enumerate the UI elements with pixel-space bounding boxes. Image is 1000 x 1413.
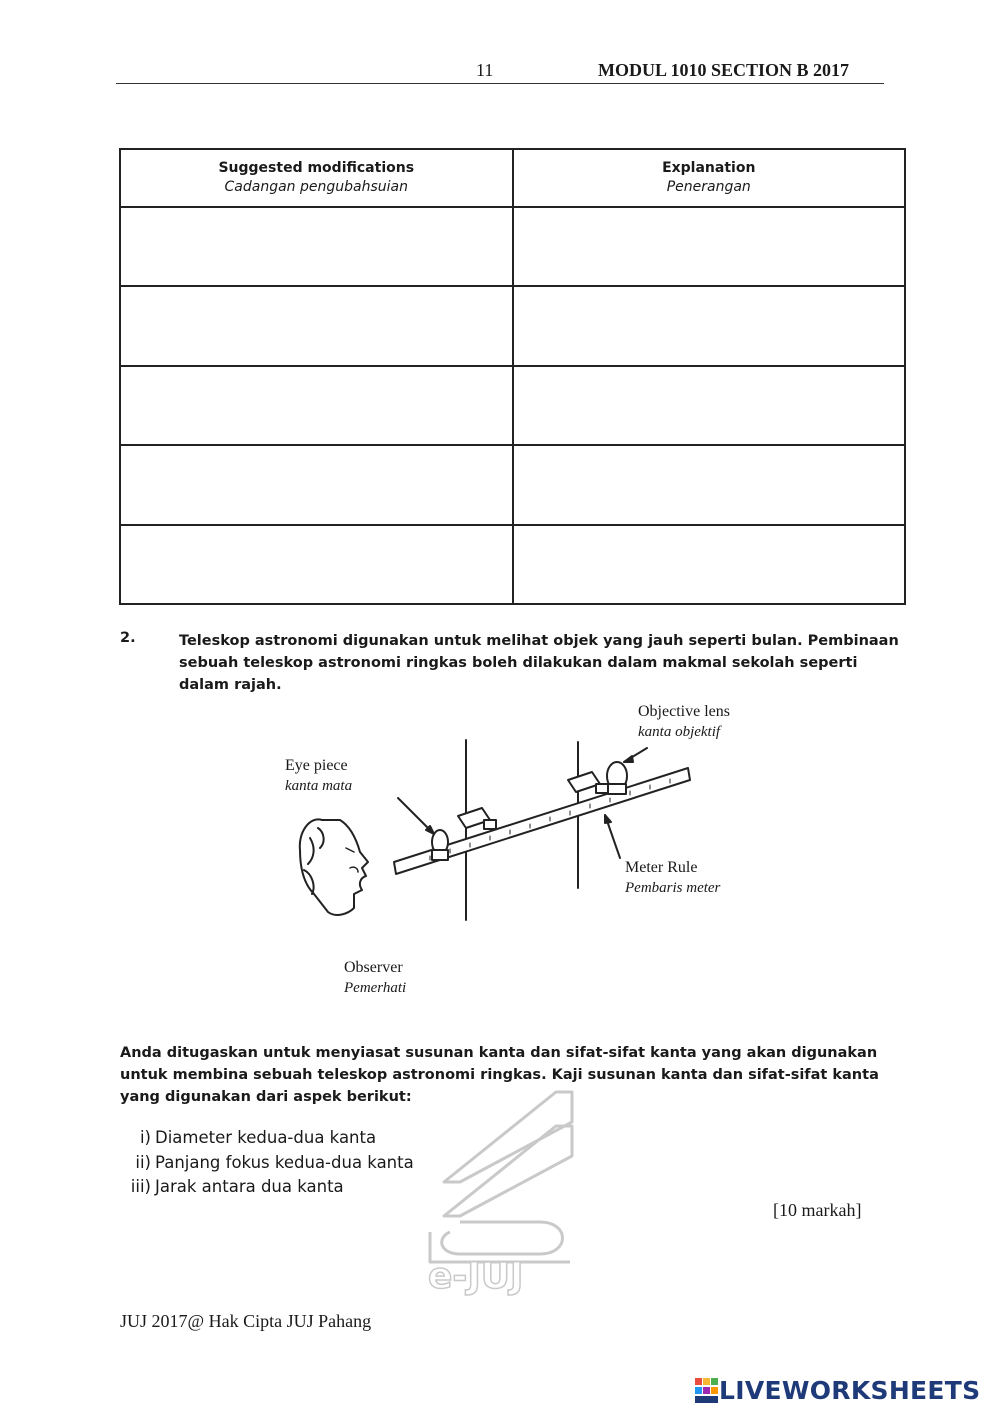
watermark-text: e-JUJ [428, 1256, 524, 1297]
answer-cell-explanation[interactable] [513, 525, 906, 604]
answer-cell-modification[interactable] [120, 286, 513, 365]
task-instructions: Anda ditugaskan untuk menyiasat susunan kanta dan sifat-sifat kanta yang akan digunakan untuk membina sebuah teleskop astronomi ringkas. Kaji susunan kanta dan sifat-sifat kanta yang digunakan dari aspek berikut: [120, 1045, 879, 1105]
eye-piece-label: Eye piece [285, 757, 348, 774]
question-intro: Teleskop astronomi digunakan untuk melihat objek yang jauh seperti bulan. Pembinaan sebuah teleskop astronomi ringkas boleh dilakukan dalam makmal sekolah seperti dalam rajah. [179, 633, 899, 693]
answer-cell-modification[interactable] [120, 445, 513, 524]
objective-lens-label-ms: kanta objektif [638, 724, 721, 740]
telescope-diagram [270, 698, 770, 1002]
col-suggested-modifications [120, 149, 513, 207]
answer-cell-modification[interactable] [120, 525, 513, 604]
page-number: 11 [476, 60, 494, 80]
col-explanation [513, 149, 906, 207]
marks-allocation: [10 markah] [773, 1200, 862, 1220]
meter-rule-label: Meter Rule [625, 859, 698, 876]
observer-label-ms: Pemerhati [344, 980, 407, 996]
col1-label-en: Suggested modifications [218, 160, 415, 176]
aspect-text: Panjang fokus kedua-dua kanta [155, 1152, 414, 1172]
col1-label-ms: Cadangan pengubahsuian [224, 179, 408, 195]
module-title: MODUL 1010 SECTION B 2017 [598, 60, 850, 80]
answer-cell-explanation[interactable] [513, 366, 906, 445]
header-rule [116, 83, 884, 84]
aspect-number: i) [139, 1128, 151, 1147]
answer-cell-explanation[interactable] [513, 286, 906, 365]
observer-label: Observer [344, 959, 403, 976]
question-number: 2. [120, 630, 136, 646]
table-row [120, 445, 905, 524]
answer-cell-explanation[interactable] [513, 445, 906, 524]
table-row [120, 366, 905, 445]
col2-label-ms: Penerangan [666, 179, 751, 195]
aspects-list [116, 1126, 414, 1200]
list-item [116, 1151, 414, 1176]
col2-label-en: Explanation [662, 160, 756, 176]
telescope-illustration [270, 698, 770, 1002]
aspect-number: iii) [130, 1177, 151, 1196]
liveworksheets-logo-icon [695, 1378, 719, 1404]
modification-table [119, 148, 906, 605]
answer-cell-modification[interactable] [120, 207, 513, 286]
observer-head [300, 819, 368, 915]
objective-lens-label: Objective lens [638, 703, 730, 720]
list-item [116, 1126, 414, 1151]
table-row [120, 286, 905, 365]
eye-piece-label-ms: kanta mata [285, 778, 353, 794]
aspect-text: Diameter kedua-dua kanta [155, 1128, 377, 1147]
table-row [120, 525, 905, 604]
liveworksheets-brand [695, 1376, 980, 1405]
list-item [116, 1175, 414, 1200]
answer-cell-modification[interactable] [120, 366, 513, 445]
ejuj-logo-icon [420, 1082, 585, 1297]
aspect-number: ii) [135, 1152, 151, 1172]
ejuj-watermark [420, 1082, 585, 1297]
liveworksheets-wordmark: LIVEWORKSHEETS [719, 1376, 981, 1405]
table-row [120, 207, 905, 286]
answer-cell-explanation[interactable] [513, 207, 906, 286]
meter-rule-label-ms: Pembaris meter [625, 880, 721, 896]
aspect-text: Jarak antara dua kanta [155, 1177, 344, 1196]
copyright-footer: JUJ 2017@ Hak Cipta JUJ Pahang [120, 1311, 372, 1331]
